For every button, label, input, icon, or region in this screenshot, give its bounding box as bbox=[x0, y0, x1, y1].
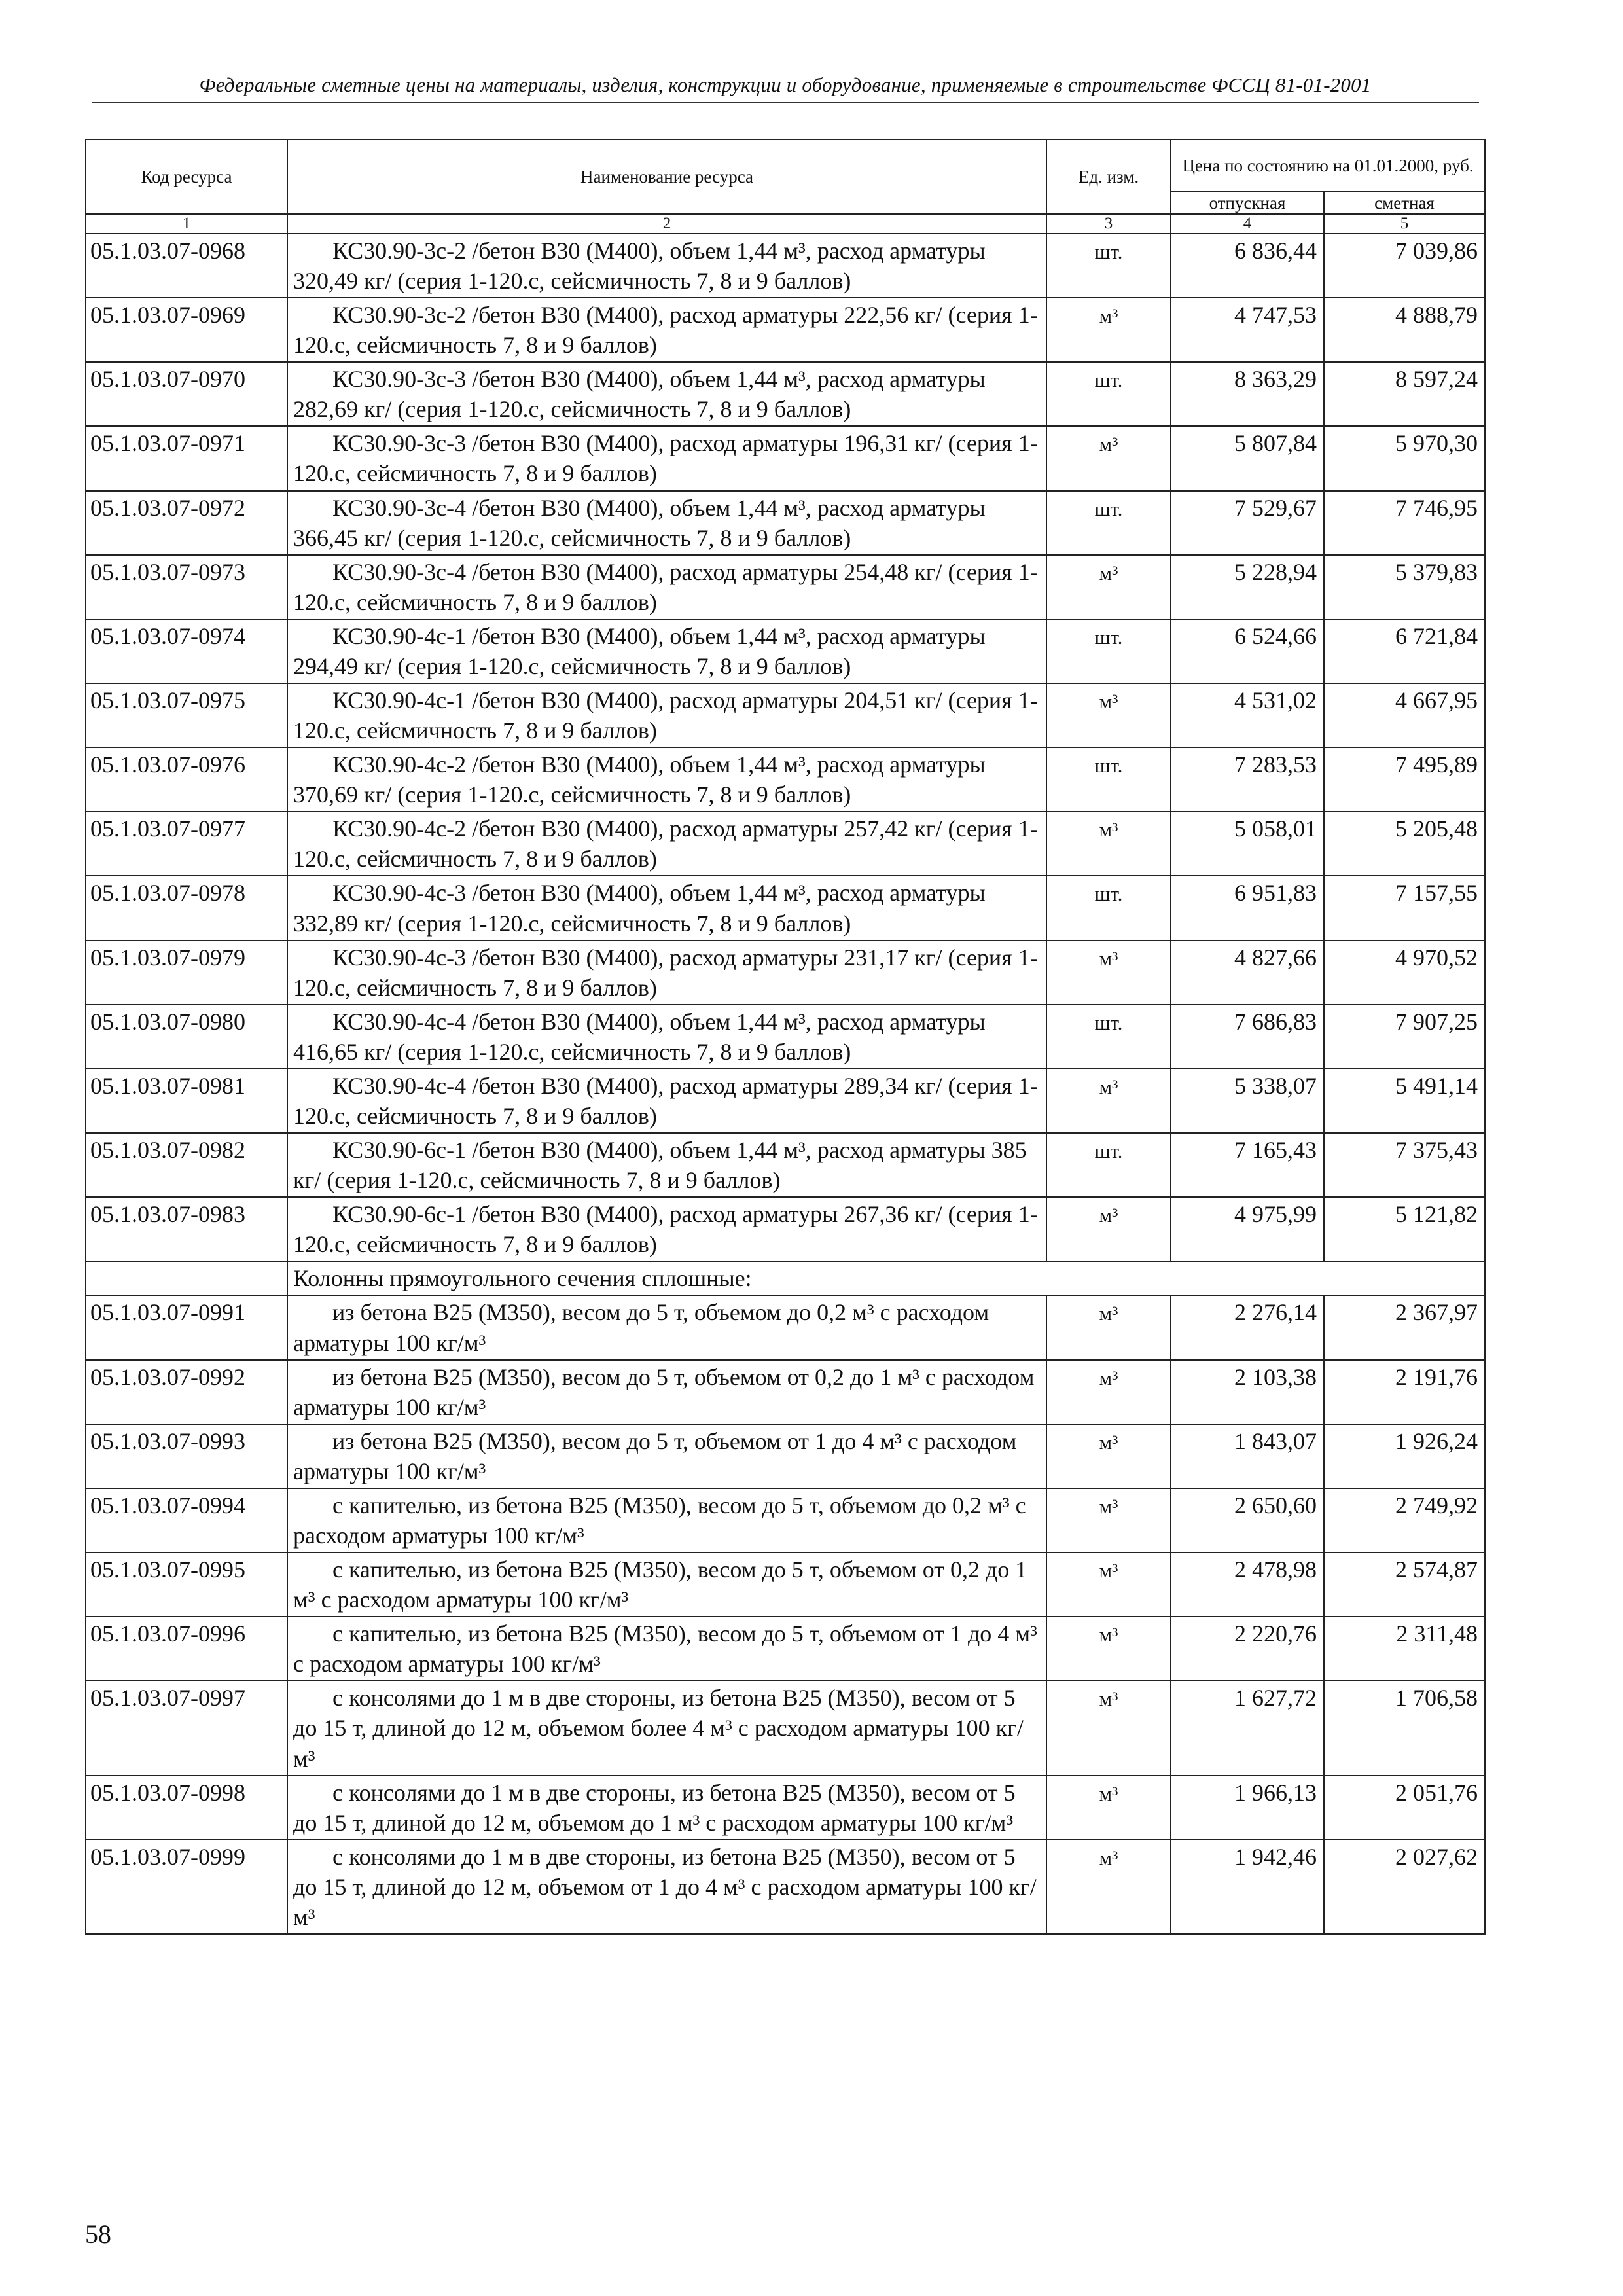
table-row bbox=[86, 1133, 1485, 1197]
group-heading: Колонны прямоугольного сечения сплошные: bbox=[287, 1261, 1485, 1295]
resource-name bbox=[287, 1617, 1046, 1681]
unit-of-measure: м³ bbox=[1046, 1681, 1171, 1775]
resource-code: 05.1.03.07-0997 bbox=[86, 1681, 287, 1775]
release-price: 7 529,67 bbox=[1171, 491, 1324, 555]
unit-of-measure: шт. bbox=[1046, 876, 1171, 940]
resource-name-text: КС30.90-3с-2 /бетон В30 (М400), расход арматуры 222,56 кг/ (серия 1-120.с, сейсмичность 7, 8 и 9 баллов) bbox=[293, 302, 1038, 359]
resource-name-text: с консолями до 1 м в две стороны, из бетона В25 (М350), весом от 5 до 15 т, длиной до 12 м, объемом более 4 м³ с расходом арматуры 100 кг/м³ bbox=[293, 1685, 1024, 1772]
unit-of-measure: шт. bbox=[1046, 234, 1171, 298]
resource-name-text: КС30.90-4с-1 /бетон В30 (М400), объем 1,44 м³, расход арматуры 294,49 кг/ (серия 1-120.с, сейсмичность 7, 8 и 9 баллов) bbox=[293, 622, 986, 679]
table-row bbox=[86, 1681, 1485, 1775]
release-price: 4 531,02 bbox=[1171, 683, 1324, 747]
unit-of-measure: м³ bbox=[1046, 812, 1171, 876]
estimate-price: 1 706,58 bbox=[1324, 1681, 1485, 1775]
table-row bbox=[86, 426, 1485, 490]
release-price: 6 836,44 bbox=[1171, 234, 1324, 298]
resource-name-text: из бетона В25 (М350), весом до 5 т, объемом до 0,2 м³ с расходом арматуры 100 кг/м³ bbox=[293, 1299, 990, 1356]
table-row bbox=[86, 1776, 1485, 1840]
unit-of-measure: м³ bbox=[1046, 426, 1171, 490]
header-price: Цена по состоянию на 01.01.2000, руб. bbox=[1171, 139, 1485, 192]
resource-name-text: КС30.90-4с-3 /бетон В30 (М400), расход арматуры 231,17 кг/ (серия 1-120.с, сейсмичность 7, 8 и 9 баллов) bbox=[293, 944, 1038, 1001]
estimate-price: 7 495,89 bbox=[1324, 747, 1485, 812]
estimate-price: 4 888,79 bbox=[1324, 298, 1485, 362]
table-row bbox=[86, 1617, 1485, 1681]
estimate-price: 7 907,25 bbox=[1324, 1005, 1485, 1069]
estimate-price: 2 027,62 bbox=[1324, 1840, 1485, 1934]
table-row bbox=[86, 1005, 1485, 1069]
group-section bbox=[86, 1261, 1485, 1295]
release-price: 7 165,43 bbox=[1171, 1133, 1324, 1197]
resource-name-text: КС30.90-4с-4 /бетон В30 (М400), расход арматуры 289,34 кг/ (серия 1-120.с, сейсмичность 7, 8 и 9 баллов) bbox=[293, 1072, 1038, 1129]
price-table bbox=[85, 139, 1486, 1935]
release-price: 2 220,76 bbox=[1171, 1617, 1324, 1681]
resource-name bbox=[287, 1295, 1046, 1359]
table-row bbox=[86, 1295, 1485, 1359]
release-price: 5 058,01 bbox=[1171, 812, 1324, 876]
resource-name-text: КС30.90-4с-2 /бетон В30 (М400), расход арматуры 257,42 кг/ (серия 1-120.с, сейсмичность 7, 8 и 9 баллов) bbox=[293, 816, 1038, 872]
resource-name-text: КС30.90-3с-4 /бетон В30 (М400), объем 1,44 м³, расход арматуры 366,45 кг/ (серия 1-120.с, сейсмичность 7, 8 и 9 баллов) bbox=[293, 494, 986, 551]
resource-name-text: из бетона В25 (М350), весом до 5 т, объемом от 0,2 до 1 м³ с расходом арматуры 100 кг/м³ bbox=[293, 1363, 1035, 1420]
resource-code: 05.1.03.07-0975 bbox=[86, 683, 287, 747]
resource-name bbox=[287, 1069, 1046, 1133]
unit-of-measure: шт. bbox=[1046, 491, 1171, 555]
resource-code: 05.1.03.07-0996 bbox=[86, 1617, 287, 1681]
table-row bbox=[86, 1840, 1485, 1934]
release-price: 2 103,38 bbox=[1171, 1360, 1324, 1424]
resource-name bbox=[287, 362, 1046, 426]
resource-code: 05.1.03.07-0969 bbox=[86, 298, 287, 362]
unit-of-measure: шт. bbox=[1046, 747, 1171, 812]
unit-of-measure: м³ bbox=[1046, 1776, 1171, 1840]
resource-name bbox=[287, 941, 1046, 1005]
estimate-price: 4 667,95 bbox=[1324, 683, 1485, 747]
release-price: 8 363,29 bbox=[1171, 362, 1324, 426]
resource-name-text: КС30.90-3с-3 /бетон В30 (М400), расход арматуры 196,31 кг/ (серия 1-120.с, сейсмичность 7, 8 и 9 баллов) bbox=[293, 430, 1038, 487]
release-price: 6 951,83 bbox=[1171, 876, 1324, 940]
estimate-price: 5 970,30 bbox=[1324, 426, 1485, 490]
unit-of-measure: м³ bbox=[1046, 1840, 1171, 1934]
resource-code: 05.1.03.07-0981 bbox=[86, 1069, 287, 1133]
table-row bbox=[86, 747, 1485, 812]
estimate-price: 7 039,86 bbox=[1324, 234, 1485, 298]
resource-name bbox=[287, 876, 1046, 940]
resource-code: 05.1.03.07-0968 bbox=[86, 234, 287, 298]
table-row bbox=[86, 1069, 1485, 1133]
unit-of-measure: шт. bbox=[1046, 362, 1171, 426]
group-row bbox=[86, 1261, 1485, 1295]
resource-code: 05.1.03.07-0995 bbox=[86, 1552, 287, 1617]
unit-of-measure: м³ bbox=[1046, 555, 1171, 619]
table-row bbox=[86, 362, 1485, 426]
unit-of-measure: м³ bbox=[1046, 683, 1171, 747]
table-row bbox=[86, 491, 1485, 555]
resource-code: 05.1.03.07-0971 bbox=[86, 426, 287, 490]
unit-of-measure: м³ bbox=[1046, 1617, 1171, 1681]
estimate-price: 6 721,84 bbox=[1324, 619, 1485, 683]
estimate-price: 1 926,24 bbox=[1324, 1424, 1485, 1488]
release-price: 1 942,46 bbox=[1171, 1840, 1324, 1934]
estimate-price: 7 157,55 bbox=[1324, 876, 1485, 940]
resource-name-text: из бетона В25 (М350), весом до 5 т, объемом от 1 до 4 м³ с расходом арматуры 100 кг/м³ bbox=[293, 1427, 1017, 1484]
resource-code: 05.1.03.07-0973 bbox=[86, 555, 287, 619]
estimate-price: 5 491,14 bbox=[1324, 1069, 1485, 1133]
resource-code: 05.1.03.07-0991 bbox=[86, 1295, 287, 1359]
resource-name bbox=[287, 1197, 1046, 1261]
resource-name-text: КС30.90-6с-1 /бетон В30 (М400), объем 1,44 м³, расход арматуры 385 кг/ (серия 1-120.с, сейсмичность 7, 8 и 9 баллов) bbox=[293, 1137, 1027, 1194]
resource-name bbox=[287, 812, 1046, 876]
resource-code: 05.1.03.07-0993 bbox=[86, 1424, 287, 1488]
release-price: 2 478,98 bbox=[1171, 1552, 1324, 1617]
release-price: 7 283,53 bbox=[1171, 747, 1324, 812]
release-price: 1 966,13 bbox=[1171, 1776, 1324, 1840]
table-row bbox=[86, 812, 1485, 876]
resource-code: 05.1.03.07-0999 bbox=[86, 1840, 287, 1934]
column-number: 4 bbox=[1171, 214, 1324, 234]
estimate-price: 2 051,76 bbox=[1324, 1776, 1485, 1840]
resource-name-text: КС30.90-3с-2 /бетон В30 (М400), объем 1,44 м³, расход арматуры 320,49 кг/ (серия 1-120.с, сейсмичность 7, 8 и 9 баллов) bbox=[293, 237, 986, 294]
running-header: Федеральные сметные цены на материалы, изделия, конструкции и оборудование, применяемые в строительстве ФССЦ 81-01-2001 bbox=[92, 73, 1479, 103]
resource-name bbox=[287, 1360, 1046, 1424]
resource-name bbox=[287, 1552, 1046, 1617]
resource-code: 05.1.03.07-0983 bbox=[86, 1197, 287, 1261]
table-row bbox=[86, 876, 1485, 940]
resource-name-text: с капителью, из бетона В25 (М350), весом до 5 т, объемом от 1 до 4 м³ с расходом арматуры 100 кг/м³ bbox=[293, 1621, 1037, 1677]
group-code-cell bbox=[86, 1261, 287, 1295]
column-number: 5 bbox=[1324, 214, 1485, 234]
estimate-price: 2 367,97 bbox=[1324, 1295, 1485, 1359]
table-row bbox=[86, 234, 1485, 298]
resource-name-text: с консолями до 1 м в две стороны, из бетона В25 (М350), весом от 5 до 15 т, длиной до 12 м, объемом от 1 до 4 м³ с расходом арматуры 100 кг/м³ bbox=[293, 1843, 1037, 1930]
resource-code: 05.1.03.07-0976 bbox=[86, 747, 287, 812]
table-body-section-a bbox=[86, 234, 1485, 1262]
resource-name bbox=[287, 1005, 1046, 1069]
column-number: 3 bbox=[1046, 214, 1171, 234]
unit-of-measure: м³ bbox=[1046, 941, 1171, 1005]
unit-of-measure: м³ bbox=[1046, 1488, 1171, 1552]
resource-name bbox=[287, 747, 1046, 812]
release-price: 4 827,66 bbox=[1171, 941, 1324, 1005]
resource-name-text: с консолями до 1 м в две стороны, из бетона В25 (М350), весом от 5 до 15 т, длиной до 12 м, объемом до 1 м³ с расходом арматуры 100 кг/м³ bbox=[293, 1779, 1016, 1836]
resource-name-text: КС30.90-4с-2 /бетон В30 (М400), объем 1,44 м³, расход арматуры 370,69 кг/ (серия 1-120.с, сейсмичность 7, 8 и 9 баллов) bbox=[293, 751, 986, 808]
release-price: 5 807,84 bbox=[1171, 426, 1324, 490]
resource-code: 05.1.03.07-0974 bbox=[86, 619, 287, 683]
table-row bbox=[86, 941, 1485, 1005]
estimate-price: 2 311,48 bbox=[1324, 1617, 1485, 1681]
resource-name bbox=[287, 1133, 1046, 1197]
resource-name bbox=[287, 1840, 1046, 1934]
release-price: 5 338,07 bbox=[1171, 1069, 1324, 1133]
unit-of-measure: м³ bbox=[1046, 1197, 1171, 1261]
table-row bbox=[86, 1424, 1485, 1488]
resource-name bbox=[287, 555, 1046, 619]
resource-name bbox=[287, 619, 1046, 683]
resource-name-text: КС30.90-4с-3 /бетон В30 (М400), объем 1,44 м³, расход арматуры 332,89 кг/ (серия 1-120.с, сейсмичность 7, 8 и 9 баллов) bbox=[293, 880, 986, 937]
table-row bbox=[86, 1488, 1485, 1552]
release-price: 7 686,83 bbox=[1171, 1005, 1324, 1069]
estimate-price: 5 379,83 bbox=[1324, 555, 1485, 619]
resource-name-text: КС30.90-4с-4 /бетон В30 (М400), объем 1,44 м³, расход арматуры 416,65 кг/ (серия 1-120.с, сейсмичность 7, 8 и 9 баллов) bbox=[293, 1008, 986, 1065]
unit-of-measure: шт. bbox=[1046, 1005, 1171, 1069]
unit-of-measure: м³ bbox=[1046, 298, 1171, 362]
estimate-price: 7 746,95 bbox=[1324, 491, 1485, 555]
table-row bbox=[86, 298, 1485, 362]
resource-name-text: с капителью, из бетона В25 (М350), весом до 5 т, объемом до 0,2 м³ с расходом арматуры 100 кг/м³ bbox=[293, 1492, 1026, 1549]
page-number: 58 bbox=[85, 2219, 111, 2249]
release-price: 5 228,94 bbox=[1171, 555, 1324, 619]
resource-code: 05.1.03.07-0980 bbox=[86, 1005, 287, 1069]
estimate-price: 2 191,76 bbox=[1324, 1360, 1485, 1424]
resource-name bbox=[287, 1488, 1046, 1552]
resource-code: 05.1.03.07-0979 bbox=[86, 941, 287, 1005]
resource-code: 05.1.03.07-0977 bbox=[86, 812, 287, 876]
unit-of-measure: м³ bbox=[1046, 1360, 1171, 1424]
table-row bbox=[86, 1360, 1485, 1424]
resource-code: 05.1.03.07-0994 bbox=[86, 1488, 287, 1552]
resource-name-text: КС30.90-3с-4 /бетон В30 (М400), расход арматуры 254,48 кг/ (серия 1-120.с, сейсмичность 7, 8 и 9 баллов) bbox=[293, 558, 1038, 615]
estimate-price: 2 574,87 bbox=[1324, 1552, 1485, 1617]
resource-code: 05.1.03.07-0972 bbox=[86, 491, 287, 555]
header-estimate-price: сметная bbox=[1324, 192, 1485, 214]
estimate-price: 5 205,48 bbox=[1324, 812, 1485, 876]
table-row bbox=[86, 1552, 1485, 1617]
resource-code: 05.1.03.07-0998 bbox=[86, 1776, 287, 1840]
unit-of-measure: м³ bbox=[1046, 1424, 1171, 1488]
resource-name-text: КС30.90-6с-1 /бетон В30 (М400), расход арматуры 267,36 кг/ (серия 1-120.с, сейсмичность 7, 8 и 9 баллов) bbox=[293, 1201, 1038, 1258]
header-name: Наименование ресурса bbox=[287, 139, 1046, 214]
header-unit: Ед. изм. bbox=[1046, 139, 1171, 214]
resource-code: 05.1.03.07-0982 bbox=[86, 1133, 287, 1197]
header-code: Код ресурса bbox=[86, 139, 287, 214]
estimate-price: 4 970,52 bbox=[1324, 941, 1485, 1005]
header-release-price: отпускная bbox=[1171, 192, 1324, 214]
resource-name bbox=[287, 683, 1046, 747]
resource-code: 05.1.03.07-0992 bbox=[86, 1360, 287, 1424]
resource-name bbox=[287, 1424, 1046, 1488]
release-price: 1 627,72 bbox=[1171, 1681, 1324, 1775]
resource-name bbox=[287, 234, 1046, 298]
release-price: 2 650,60 bbox=[1171, 1488, 1324, 1552]
unit-of-measure: шт. bbox=[1046, 619, 1171, 683]
resource-name bbox=[287, 491, 1046, 555]
resource-name-text: с капителью, из бетона В25 (М350), весом до 5 т, объемом от 0,2 до 1 м³ с расходом арматуры 100 кг/м³ bbox=[293, 1556, 1027, 1613]
estimate-price: 7 375,43 bbox=[1324, 1133, 1485, 1197]
release-price: 1 843,07 bbox=[1171, 1424, 1324, 1488]
estimate-price: 2 749,92 bbox=[1324, 1488, 1485, 1552]
table-body-section-b bbox=[86, 1295, 1485, 1934]
resource-name bbox=[287, 1681, 1046, 1775]
release-price: 2 276,14 bbox=[1171, 1295, 1324, 1359]
resource-name bbox=[287, 426, 1046, 490]
estimate-price: 5 121,82 bbox=[1324, 1197, 1485, 1261]
release-price: 4 975,99 bbox=[1171, 1197, 1324, 1261]
unit-of-measure: м³ bbox=[1046, 1069, 1171, 1133]
resource-name-text: КС30.90-4с-1 /бетон В30 (М400), расход арматуры 204,51 кг/ (серия 1-120.с, сейсмичность 7, 8 и 9 баллов) bbox=[293, 687, 1038, 744]
resource-name-text: КС30.90-3с-3 /бетон В30 (М400), объем 1,44 м³, расход арматуры 282,69 кг/ (серия 1-120.с, сейсмичность 7, 8 и 9 баллов) bbox=[293, 366, 986, 423]
column-number: 2 bbox=[287, 214, 1046, 234]
estimate-price: 8 597,24 bbox=[1324, 362, 1485, 426]
unit-of-measure: м³ bbox=[1046, 1295, 1171, 1359]
table-row bbox=[86, 619, 1485, 683]
resource-name bbox=[287, 298, 1046, 362]
resource-code: 05.1.03.07-0970 bbox=[86, 362, 287, 426]
table-row bbox=[86, 1197, 1485, 1261]
unit-of-measure: шт. bbox=[1046, 1133, 1171, 1197]
unit-of-measure: м³ bbox=[1046, 1552, 1171, 1617]
resource-name bbox=[287, 1776, 1046, 1840]
resource-code: 05.1.03.07-0978 bbox=[86, 876, 287, 940]
release-price: 4 747,53 bbox=[1171, 298, 1324, 362]
table-row bbox=[86, 555, 1485, 619]
column-number: 1 bbox=[86, 214, 287, 234]
release-price: 6 524,66 bbox=[1171, 619, 1324, 683]
table-row bbox=[86, 683, 1485, 747]
